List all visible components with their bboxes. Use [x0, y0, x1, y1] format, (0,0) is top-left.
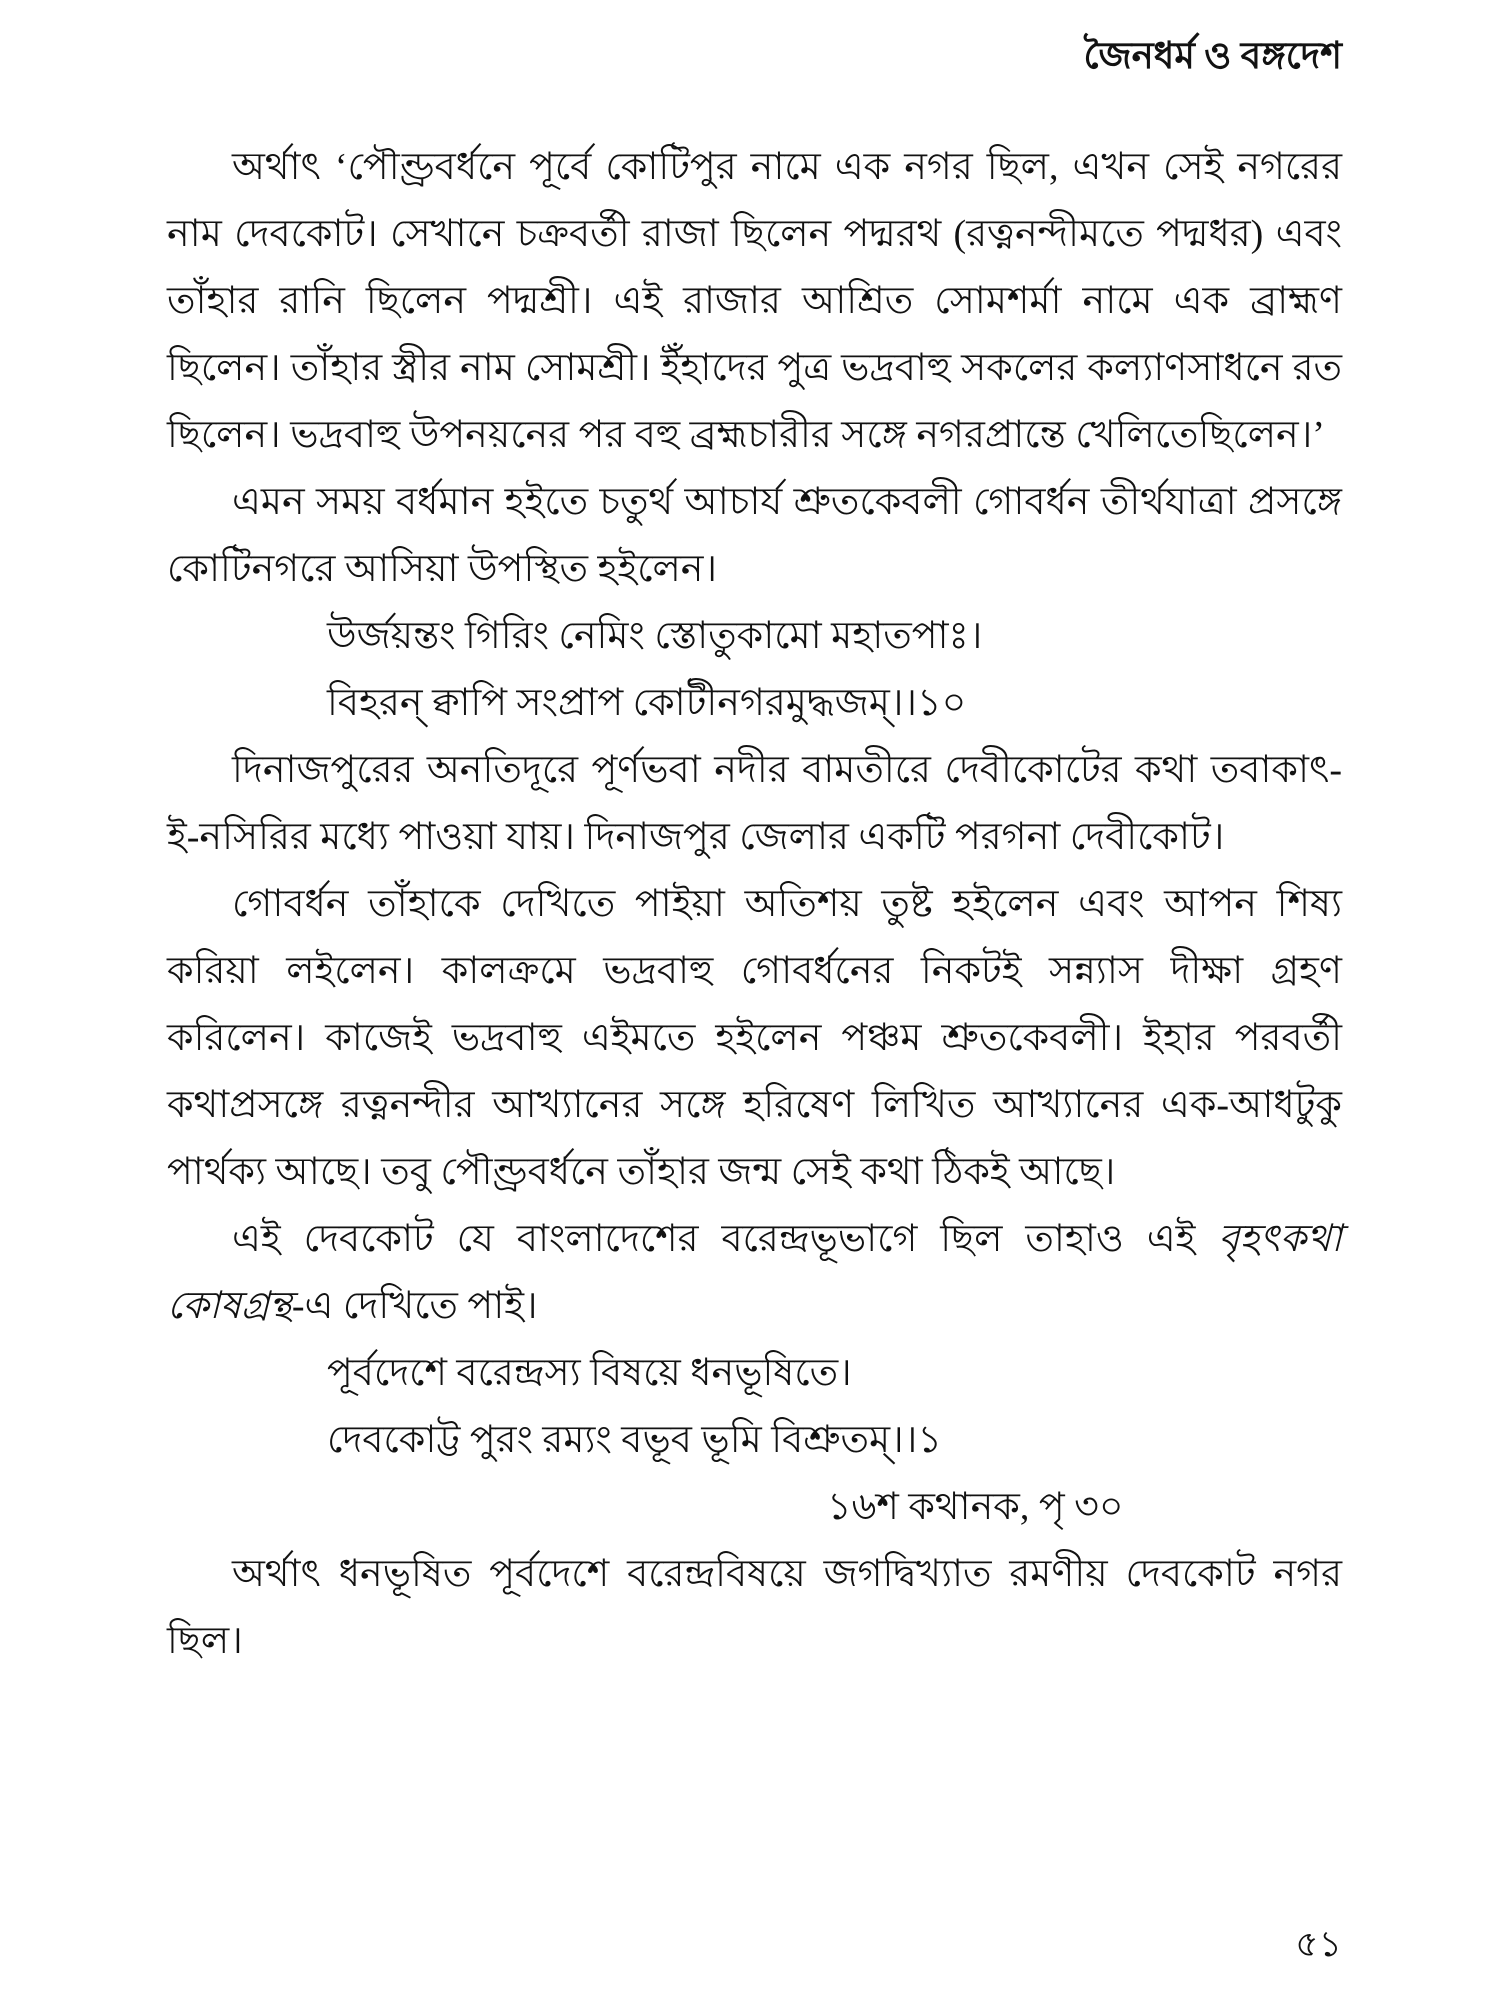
page-body	[167, 134, 1342, 1675]
book-title-italic: বৃহৎকথা কোষগ্রন্থ	[167, 1218, 1342, 1327]
verse-line: বিহরন্ ক্বাপি সংপ্রাপ কোটীনগরমুদ্ধজম্।।১০	[327, 682, 967, 724]
sanskrit-verse-1	[167, 603, 1342, 737]
verse-attribution: ১৬শ কথানক, পৃ ৩০	[827, 1486, 1124, 1528]
paragraph-5-lead: এই দেবকোট যে বাংলাদেশের বরেন্দ্রভূভাগে ছিল তাহাও এই	[232, 1218, 1219, 1260]
paragraph-4: গোবর্ধন তাঁহাকে দেখিতে পাইয়া অতিশয় তুষ্ট হইলেন এবং আপন শিষ্য করিয়া লইলেন। কালক্রমে ভদ্রবাহু গোবর্ধনের নিকটই সন্ন্যাস দীক্ষা গ্রহণ করিলেন। কাজেই ভদ্রবাহু এইমতে হইলেন পঞ্চম শ্রুতকেবলী। ইহার পরবর্তী কথাপ্রসঙ্গে রত্ননন্দীর আখ্যানের সঙ্গে হরিষেণ লিখিত আখ্যানের এক-আধটুকু পার্থক্য আছে। তবু পৌণ্ড্রবর্ধনে তাঁহার জন্ম সেই কথা ঠিকই আছে।	[167, 883, 1342, 1193]
paragraph-1: অর্থাৎ ‘পৌণ্ড্রবর্ধনে পূর্বে কোটিপুর নামে এক নগর ছিল, এখন সেই নগরের নাম দেবকোট। সেখানে চক্রবর্তী রাজা ছিলেন পদ্মরথ (রত্ননন্দীমতে পদ্মধর) এবং তাঁহার রানি ছিলেন পদ্মশ্রী। এই রাজার আশ্রিত সোমশর্মা নামে এক ব্রাহ্মণ ছিলেন। তাঁহার স্ত্রীর নাম সোমশ্রী। ইঁহাদের পুত্র ভদ্রবাহু সকলের কল্যাণসাধনে রত ছিলেন। ভদ্রবাহু উপনয়নের পর বহু ব্রহ্মচারীর সঙ্গে নগরপ্রান্তে খেলিতেছিলেন।’	[167, 146, 1342, 456]
paragraph-5-tail: -এ দেখিতে পাই।	[291, 1285, 538, 1327]
page-number: ৫১	[1295, 1924, 1342, 1964]
verse-line: দেবকোট্ট পুরং রম্যং বভূব ভূমি বিশ্রুতম্।।১	[327, 1419, 942, 1461]
verse-line: উর্জয়ন্তং গিরিং নেমিং স্তোতুকামো মহাতপাঃ।	[327, 615, 983, 657]
sanskrit-verse-2	[167, 1340, 1342, 1474]
paragraph-5	[167, 1206, 1342, 1340]
verse-line: পূর্বদেশে বরেন্দ্রস্য বিষয়ে ধনভূষিতে।	[327, 1352, 852, 1394]
paragraph-3: দিনাজপুরের অনতিদূরে পূর্ণভবা নদীর বামতীরে দেবীকোটের কথা তবাকাৎ-ই-নসিরির মধ্যে পাওয়া যায়। দিনাজপুর জেলার একটি পরগনা দেবীকোট।	[167, 749, 1342, 858]
paragraph-2: এমন সময় বর্ধমান হইতে চতুর্থ আচার্য শ্রুতকেবলী গোবর্ধন তীর্থযাত্রা প্রসঙ্গে কোটিনগরে আসিয়া উপস্থিত হইলেন।	[167, 481, 1342, 590]
paragraph-6: অর্থাৎ ধনভূষিত পূর্বদেশে বরেন্দ্রবিষয়ে জগদ্বিখ্যাত রমণীয় দেবকোট নগর ছিল।	[167, 1553, 1342, 1662]
chapter-title: জৈনধর্ম ও বঙ্গদেশ	[1083, 36, 1342, 77]
running-header	[167, 32, 1342, 82]
